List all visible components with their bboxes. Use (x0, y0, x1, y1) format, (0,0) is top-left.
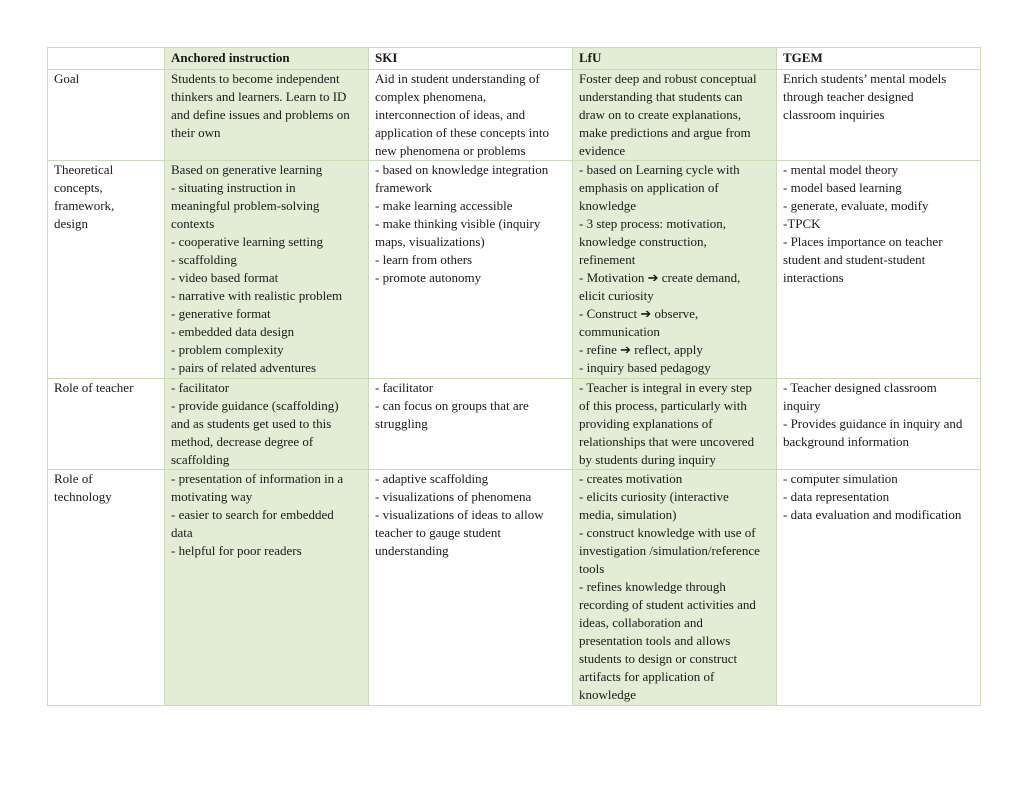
cell-anchored-instruction (165, 161, 369, 379)
cell-line: - facilitator (171, 380, 230, 395)
cell-line: scaffolding (171, 452, 230, 467)
table-row-theoretical (48, 161, 981, 379)
cell-line: student and student-student (783, 252, 926, 267)
cell-line: - based on Learning cycle with (579, 162, 740, 177)
cell-line: - Motivation ➔ create demand, (579, 270, 741, 285)
cell-line: - inquiry based pedagogy (579, 360, 711, 375)
row-label-line: Goal (54, 71, 80, 86)
cell-line: of this process, particularly with (579, 398, 747, 413)
cell-line: - easier to search for embedded (171, 507, 334, 522)
cell-lfu (573, 70, 777, 161)
header-ski: SKI (369, 48, 573, 70)
row-label (48, 70, 165, 161)
cell-tgem (777, 161, 981, 379)
cell-line: presentation tools and allows (579, 633, 731, 648)
cell-line: Enrich students’ mental models (783, 71, 947, 86)
cell-line: thinkers and learners. Learn to ID (171, 89, 347, 104)
cell-line: - make learning accessible (375, 198, 513, 213)
cell-line: emphasis on application of (579, 180, 719, 195)
cell-line: - video based format (171, 270, 279, 285)
cell-line: - Places importance on teacher (783, 234, 943, 249)
cell-line: Based on generative learning (171, 162, 323, 177)
cell-line: teacher to gauge student (375, 525, 501, 540)
cell-line: - mental model theory (783, 162, 899, 177)
row-label (48, 379, 165, 470)
cell-line: - cooperative learning setting (171, 234, 323, 249)
cell-line: - narrative with realistic problem (171, 288, 343, 303)
cell-line: recording of student activities and (579, 597, 756, 612)
cell-line: framework (375, 180, 433, 195)
cell-line: and define issues and problems on (171, 107, 350, 122)
cell-anchored-instruction (165, 70, 369, 161)
cell-line: - visualizations of phenomena (375, 489, 532, 504)
cell-line: - presentation of information in a (171, 471, 344, 486)
cell-line: - computer simulation (783, 471, 898, 486)
row-label-line: Theoretical (54, 162, 114, 177)
header-corner (48, 48, 165, 70)
cell-line: - Construct ➔ observe, (579, 306, 699, 321)
cell-ski (369, 470, 573, 706)
cell-line: ideas, collaboration and (579, 615, 703, 630)
cell-line: artifacts for application of (579, 669, 715, 684)
cell-line: - refine ➔ reflect, apply (579, 342, 703, 357)
cell-line: - generative format (171, 306, 271, 321)
cell-line: - 3 step process: motivation, (579, 216, 726, 231)
cell-line: - facilitator (375, 380, 434, 395)
cell-line: draw on to create explanations, (579, 107, 742, 122)
cell-line: - embedded data design (171, 324, 295, 339)
cell-line: - make thinking visible (inquiry (375, 216, 541, 231)
table-row-role-of-teacher (48, 379, 981, 470)
cell-line: meaningful problem-solving (171, 198, 320, 213)
table-row-role-of-technology (48, 470, 981, 706)
cell-line: - provide guidance (scaffolding) (171, 398, 339, 413)
row-label-line: Role of teacher (54, 380, 134, 395)
row-label-line: framework, (54, 198, 115, 213)
cell-line: - can focus on groups that are (375, 398, 529, 413)
cell-line: students to design or construct (579, 651, 738, 666)
cell-line: understanding (375, 543, 449, 558)
cell-line: understanding that students can (579, 89, 743, 104)
cell-line: -TPCK (783, 216, 821, 231)
table-row-goal (48, 70, 981, 161)
cell-line: - Provides guidance in inquiry and (783, 416, 963, 431)
row-label-line: technology (54, 489, 112, 504)
cell-line: relationships that were uncovered (579, 434, 755, 449)
cell-line: elicit curiosity (579, 288, 654, 303)
cell-line: interconnection of ideas, and (375, 107, 526, 122)
cell-line: method, decrease degree of (171, 434, 314, 449)
cell-line: - visualizations of ideas to allow (375, 507, 544, 522)
cell-line: - model based learning (783, 180, 902, 195)
cell-line: their own (171, 125, 221, 140)
cell-ski (369, 379, 573, 470)
cell-line: interactions (783, 270, 844, 285)
cell-line: maps, visualizations) (375, 234, 485, 249)
cell-line: media, simulation) (579, 507, 677, 522)
cell-tgem (777, 470, 981, 706)
cell-line: classroom inquiries (783, 107, 885, 122)
cell-ski (369, 161, 573, 379)
cell-line: - elicits curiosity (interactive (579, 489, 729, 504)
header-row (48, 48, 981, 70)
cell-anchored-instruction (165, 470, 369, 706)
cell-line: contexts (171, 216, 215, 231)
cell-line: evidence (579, 143, 626, 158)
header-tgem: TGEM (777, 48, 981, 70)
cell-line: application of these concepts into (375, 125, 550, 140)
header-anchored-instruction: Anchored instruction (165, 48, 369, 70)
cell-line: investigation /simulation/reference (579, 543, 760, 558)
cell-line: make predictions and argue from (579, 125, 751, 140)
cell-line: complex phenomena, (375, 89, 487, 104)
cell-line: communication (579, 324, 660, 339)
cell-line: - situating instruction in (171, 180, 296, 195)
row-label-line: concepts, (54, 180, 103, 195)
cell-line: - scaffolding (171, 252, 237, 267)
cell-line: - promote autonomy (375, 270, 482, 285)
cell-line: - construct knowledge with use of (579, 525, 756, 540)
row-label-line: Role of (54, 471, 93, 486)
cell-tgem (777, 379, 981, 470)
cell-line: - helpful for poor readers (171, 543, 302, 558)
cell-line: - Teacher is integral in every step (579, 380, 752, 395)
cell-line: struggling (375, 416, 428, 431)
cell-line: tools (579, 561, 605, 576)
cell-line: - learn from others (375, 252, 473, 267)
cell-ski (369, 70, 573, 161)
cell-anchored-instruction (165, 379, 369, 470)
cell-line: - problem complexity (171, 342, 284, 357)
row-label-line: design (54, 216, 88, 231)
cell-line: knowledge (579, 198, 637, 213)
cell-lfu (573, 379, 777, 470)
cell-line: knowledge construction, (579, 234, 707, 249)
cell-line: through teacher designed (783, 89, 914, 104)
cell-line: new phenomena or problems (375, 143, 526, 158)
cell-line: - creates motivation (579, 471, 683, 486)
cell-line: - data representation (783, 489, 890, 504)
cell-line: - generate, evaluate, modify (783, 198, 929, 213)
cell-lfu (573, 161, 777, 379)
row-label (48, 161, 165, 379)
cell-line: data (171, 525, 193, 540)
cell-line: - adaptive scaffolding (375, 471, 489, 486)
cell-line: background information (783, 434, 909, 449)
cell-line: and as students get used to this (171, 416, 332, 431)
cell-lfu (573, 470, 777, 706)
cell-line: by students during inquiry (579, 452, 716, 467)
row-label (48, 470, 165, 706)
cell-line: - Teacher designed classroom (783, 380, 937, 395)
cell-tgem (777, 70, 981, 161)
cell-line: motivating way (171, 489, 253, 504)
header-lfu: LfU (573, 48, 777, 70)
cell-line: inquiry (783, 398, 821, 413)
cell-line: - based on knowledge integration (375, 162, 549, 177)
cell-line: providing explanations of (579, 416, 713, 431)
cell-line: Students to become independent (171, 71, 340, 86)
cell-line: Aid in student understanding of (375, 71, 540, 86)
cell-line: Foster deep and robust conceptual (579, 71, 757, 86)
comparison-table (47, 47, 981, 706)
cell-line: knowledge (579, 687, 637, 702)
cell-line: - data evaluation and modification (783, 507, 962, 522)
cell-line: - refines knowledge through (579, 579, 726, 594)
cell-line: - pairs of related adventures (171, 360, 317, 375)
cell-line: refinement (579, 252, 636, 267)
